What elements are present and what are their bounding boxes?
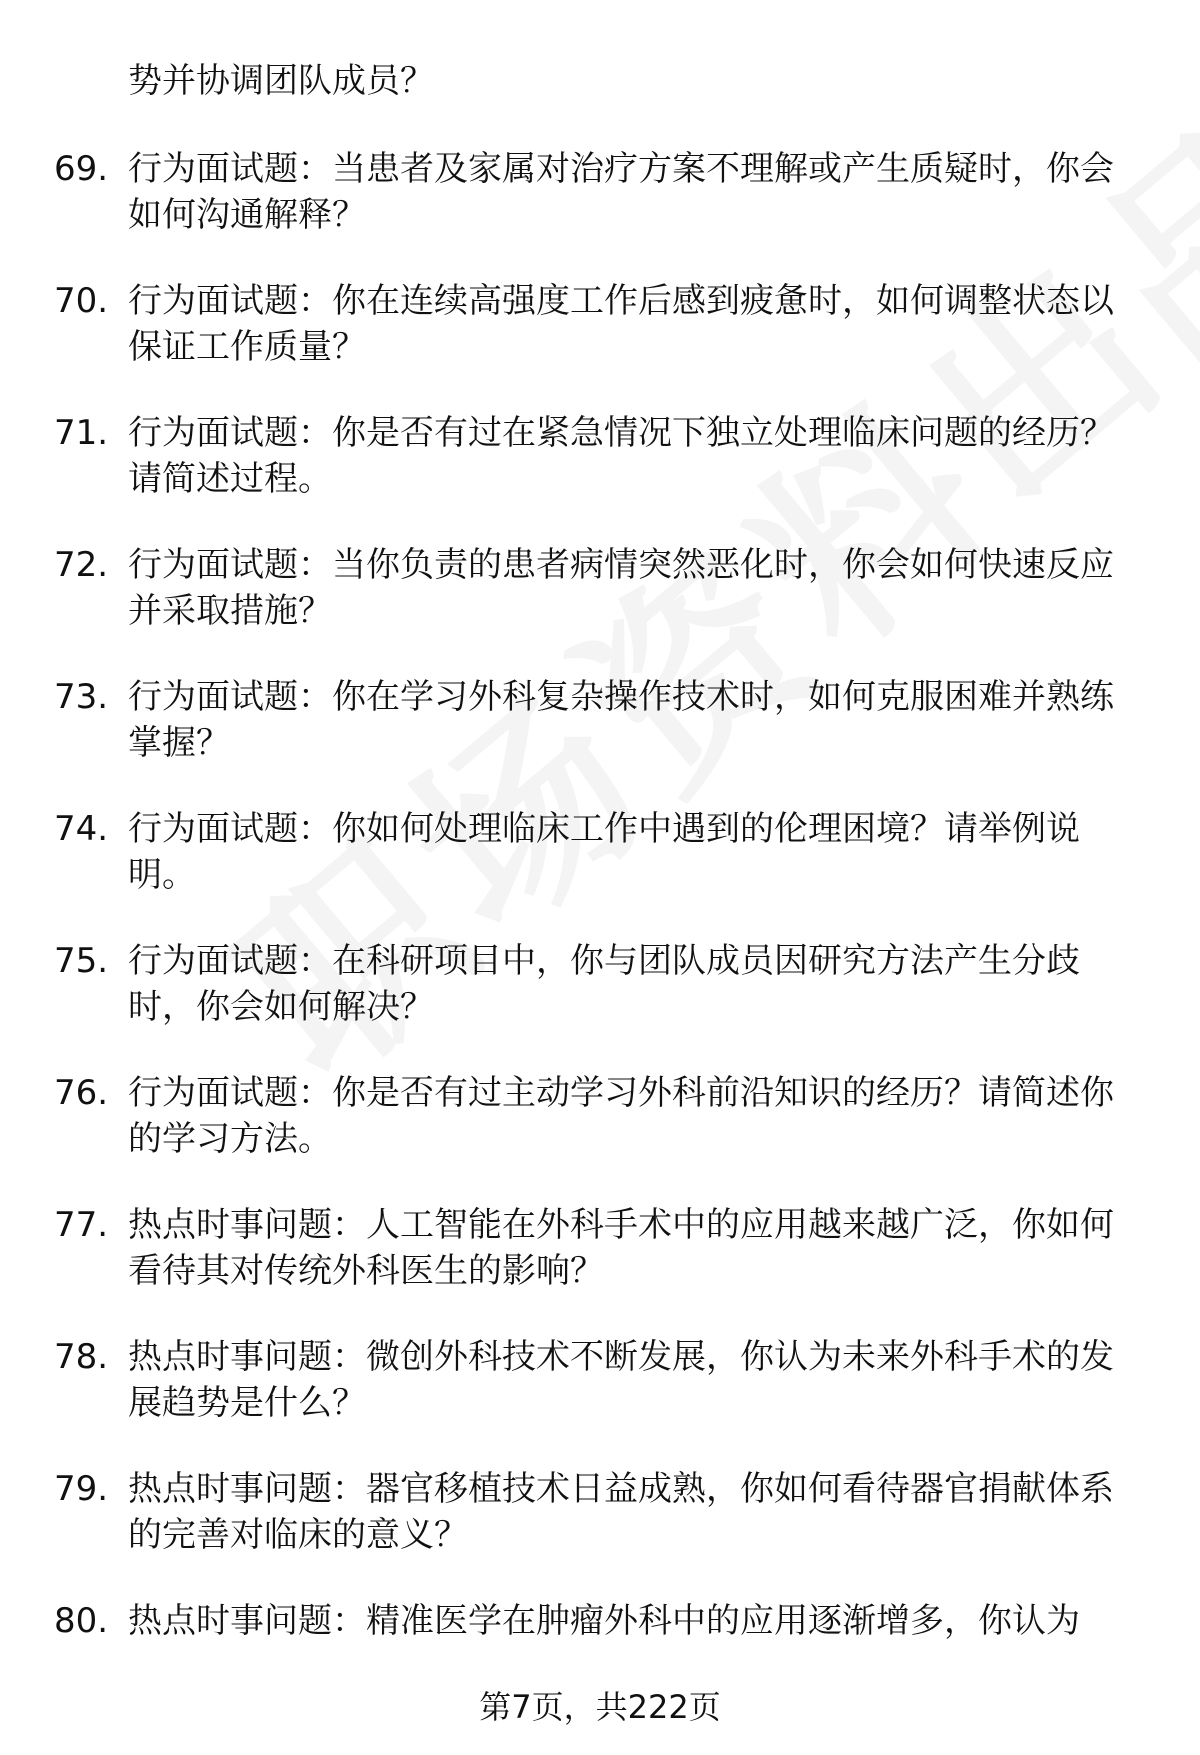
question-item-70 xyxy=(0,278,1200,376)
question-number: 69. xyxy=(54,149,109,189)
question-item-80 xyxy=(0,1598,1200,1696)
question-number: 74. xyxy=(54,809,109,849)
question-text: 行为面试题：你在学习外科复杂操作技术时，如何克服困难并熟练掌握？ xyxy=(128,677,1114,763)
question-text: 行为面试题：你如何处理临床工作中遇到的伦理困境？请举例说明。 xyxy=(128,809,1080,895)
question-text: 热点时事问题：微创外科技术不断发展，你认为未来外科手术的发展趋势是什么？ xyxy=(128,1337,1114,1423)
page-number-label: 第7页，共222页 xyxy=(479,1688,721,1726)
question-item-72 xyxy=(0,542,1200,640)
question-text: 行为面试题：你在连续高强度工作后感到疲惫时，如何调整状态以保证工作质量？ xyxy=(128,281,1114,367)
question-item-75 xyxy=(0,938,1200,1036)
question-item-77 xyxy=(0,1202,1200,1300)
question-text: 行为面试题：当患者及家属对治疗方案不理解或产生质疑时，你会如何沟通解释？ xyxy=(128,149,1114,235)
question-number: 78. xyxy=(54,1337,109,1377)
question-text: 热点时事问题：精准医学在肿瘤外科中的应用逐渐增多，你认为 xyxy=(128,1601,1080,1641)
question-text: 行为面试题：你是否有过在紧急情况下独立处理临床问题的经历？请简述过程。 xyxy=(128,413,1114,499)
question-item-73 xyxy=(0,674,1200,772)
question-number: 73. xyxy=(54,677,109,717)
continuation-text: 势并协调团队成员？ xyxy=(128,61,434,101)
question-text: 行为面试题：在科研项目中，你与团队成员因研究方法产生分歧时，你会如何解决？ xyxy=(128,941,1080,1027)
question-list xyxy=(0,146,1200,1730)
question-text: 行为面试题：你是否有过主动学习外科前沿知识的经历？请简述你的学习方法。 xyxy=(128,1073,1114,1159)
question-number: 71. xyxy=(54,413,109,453)
question-item-71 xyxy=(0,410,1200,508)
question-item-79 xyxy=(0,1466,1200,1564)
question-number: 70. xyxy=(54,281,109,321)
question-number: 77. xyxy=(54,1205,109,1245)
question-text: 热点时事问题：器官移植技术日益成熟，你如何看待器官捐献体系的完善对临床的意义？ xyxy=(128,1469,1114,1555)
question-number: 75. xyxy=(54,941,109,981)
question-item-69 xyxy=(0,146,1200,244)
question-number: 80. xyxy=(54,1601,109,1641)
question-number: 76. xyxy=(54,1073,109,1113)
question-text: 热点时事问题：人工智能在外科手术中的应用越来越广泛，你如何看待其对传统外科医生的影响？ xyxy=(128,1205,1114,1291)
question-item-76 xyxy=(0,1070,1200,1168)
question-item-78 xyxy=(0,1334,1200,1432)
question-number: 72. xyxy=(54,545,109,585)
question-item-74 xyxy=(0,806,1200,904)
question-number: 79. xyxy=(54,1469,109,1509)
question-text: 行为面试题：当你负责的患者病情突然恶化时，你会如何快速反应并采取措施？ xyxy=(128,545,1114,631)
page-footer xyxy=(0,1686,1200,1728)
